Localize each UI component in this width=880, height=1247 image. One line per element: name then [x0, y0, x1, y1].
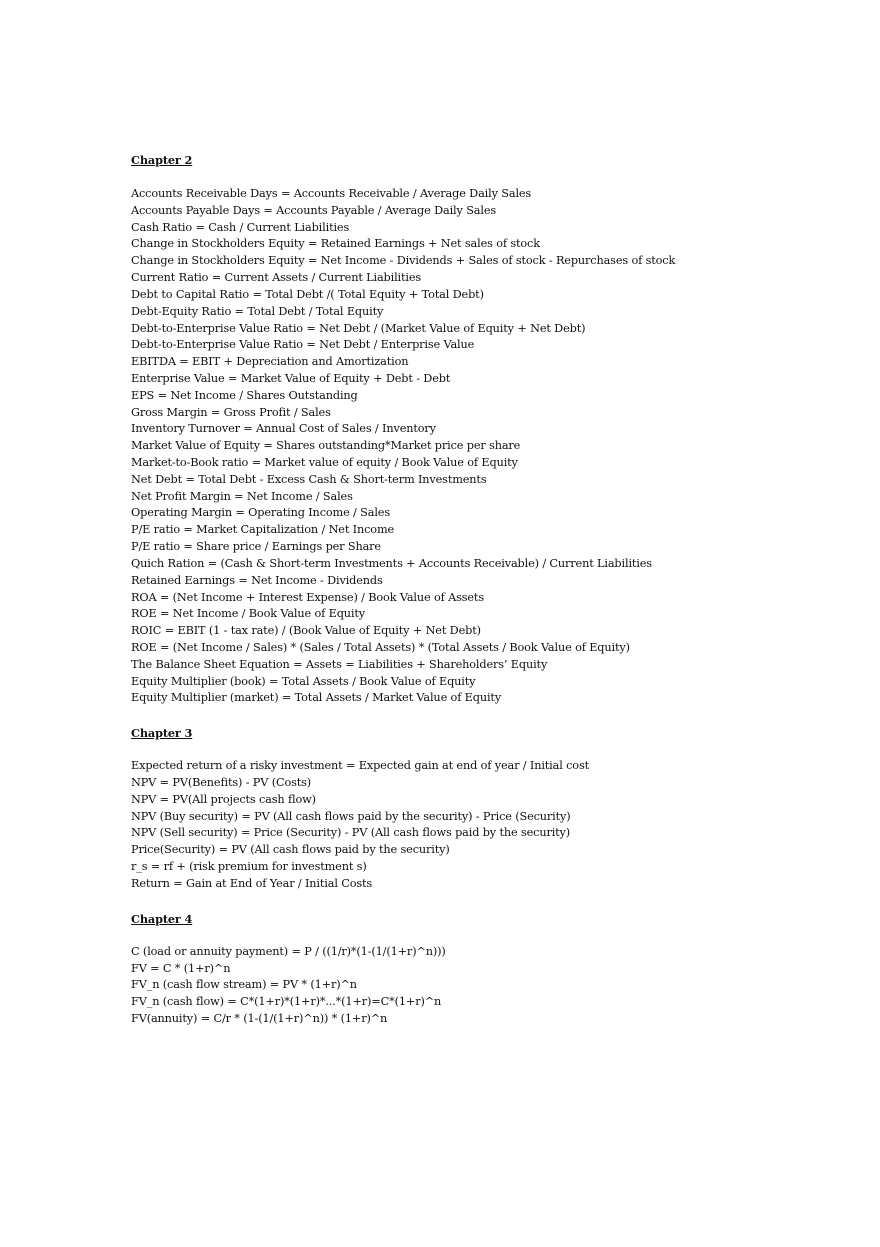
- formula-line: Current Ratio = Current Assets / Current Liabilities: [131, 271, 422, 285]
- formula-line: ROIC = EBIT (1 - tax rate) / (Book Value of Equity + Net Debt): [131, 624, 481, 638]
- formula-line: C (load or annuity payment) = P / ((1/r)*(1-(1/(1+r)^n))): [131, 944, 446, 958]
- formula-line: NPV = PV(All projects cash flow): [131, 792, 316, 806]
- formula-line: EPS = Net Income / Shares Outstanding: [131, 388, 358, 402]
- formula-line: ROA = (Net Income + Interest Expense) / Book Value of Assets: [131, 590, 484, 604]
- formula-line: Accounts Payable Days = Accounts Payable / Average Daily Sales: [131, 203, 497, 217]
- formula-line: The Balance Sheet Equation = Assets = Liabilities + Shareholders’ Equity: [131, 657, 548, 671]
- formula-line: Net Debt = Total Debt - Excess Cash & Short-term Investments: [131, 472, 487, 486]
- formula-line: Debt-Equity Ratio = Total Debt / Total Equity: [131, 304, 384, 318]
- section-chapter-2: [131, 152, 851, 707]
- formula-line: Retained Earnings = Net Income - Dividends: [131, 573, 383, 587]
- section-chapter-3: [131, 725, 851, 893]
- formula-line: Equity Multiplier (book) = Total Assets / Book Value of Equity: [131, 674, 476, 688]
- formula-line: Price(Security) = PV (All cash flows paid by the security): [131, 843, 450, 857]
- section-heading: Chapter 3: [131, 726, 193, 741]
- formula-line: Quich Ration = (Cash & Short-term Investments + Accounts Receivable) / Current Liabilities: [131, 556, 652, 570]
- formula-line: FV = C * (1+r)^n: [131, 961, 231, 975]
- section-chapter-4: [131, 911, 851, 1028]
- formula-line: NPV (Sell security) = Price (Security) - PV (All cash flows paid by the security): [131, 826, 571, 840]
- formula-line: Net Profit Margin = Net Income / Sales: [131, 489, 353, 503]
- formula-list: [131, 758, 851, 893]
- formula-line: Accounts Receivable Days = Accounts Receivable / Average Daily Sales: [131, 187, 532, 200]
- formula-list: [131, 944, 851, 1028]
- formula-line: Market Value of Equity = Shares outstanding*Market price per share: [131, 439, 521, 453]
- section-heading: Chapter 2: [131, 153, 193, 167]
- formula-line: Gross Margin = Gross Profit / Sales: [131, 405, 331, 419]
- formula-line: Enterprise Value = Market Value of Equity + Debt - Debt: [131, 371, 451, 385]
- formula-line: P/E ratio = Market Capitalization / Net Income: [131, 523, 395, 537]
- formula-line: Change in Stockholders Equity = Net Income - Dividends + Sales of stock - Repurchases of stock: [131, 254, 676, 268]
- document-page: [131, 152, 851, 1028]
- formula-line: EBITDA = EBIT + Depreciation and Amortization: [131, 355, 409, 369]
- formula-line: FV(annuity) = C/r * (1-(1/(1+r)^n)) * (1+r)^n: [131, 1011, 388, 1025]
- section-heading: Chapter 4: [131, 911, 193, 926]
- formula-line: Return = Gain at End of Year / Initial Costs: [131, 876, 373, 890]
- formula-list: [131, 186, 851, 707]
- formula-line: r_s = rf + (risk premium for investment s): [131, 860, 367, 874]
- formula-line: Change in Stockholders Equity = Retained Earnings + Net sales of stock: [131, 237, 540, 251]
- formula-line: P/E ratio = Share price / Earnings per Share: [131, 540, 381, 554]
- formula-line: ROE = Net Income / Book Value of Equity: [131, 607, 365, 621]
- formula-line: ROE = (Net Income / Sales) * (Sales / Total Assets) * (Total Assets / Book Value of Equity): [131, 640, 630, 654]
- formula-line: Market-to-Book ratio = Market value of equity / Book Value of Equity: [131, 456, 518, 469]
- formula-line: NPV = PV(Benefits) - PV (Costs): [131, 776, 312, 789]
- formula-line: Debt-to-Enterprise Value Ratio = Net Debt / (Market Value of Equity + Net Debt): [131, 321, 586, 335]
- formula-line: Debt-to-Enterprise Value Ratio = Net Debt / Enterprise Value: [131, 338, 475, 352]
- formula-line: Inventory Turnover = Annual Cost of Sales / Inventory: [131, 422, 436, 436]
- formula-line: Debt to Capital Ratio = Total Debt /( Total Equity + Total Debt): [131, 287, 484, 301]
- formula-line: FV_n (cash flow stream) = PV * (1+r)^n: [131, 978, 357, 992]
- formula-line: Equity Multiplier (market) = Total Assets / Market Value of Equity: [131, 691, 502, 705]
- formula-line: Cash Ratio = Cash / Current Liabilities: [131, 220, 350, 234]
- formula-line: FV_n (cash flow) = C*(1+r)*(1+r)*...*(1+r)=C*(1+r)^n: [131, 995, 442, 1009]
- formula-line: NPV (Buy security) = PV (All cash flows paid by the security) - Price (Security): [131, 809, 571, 823]
- formula-line: Expected return of a risky investment = Expected gain at end of year / Initial cost: [131, 759, 589, 773]
- formula-line: Operating Margin = Operating Income / Sales: [131, 506, 390, 520]
